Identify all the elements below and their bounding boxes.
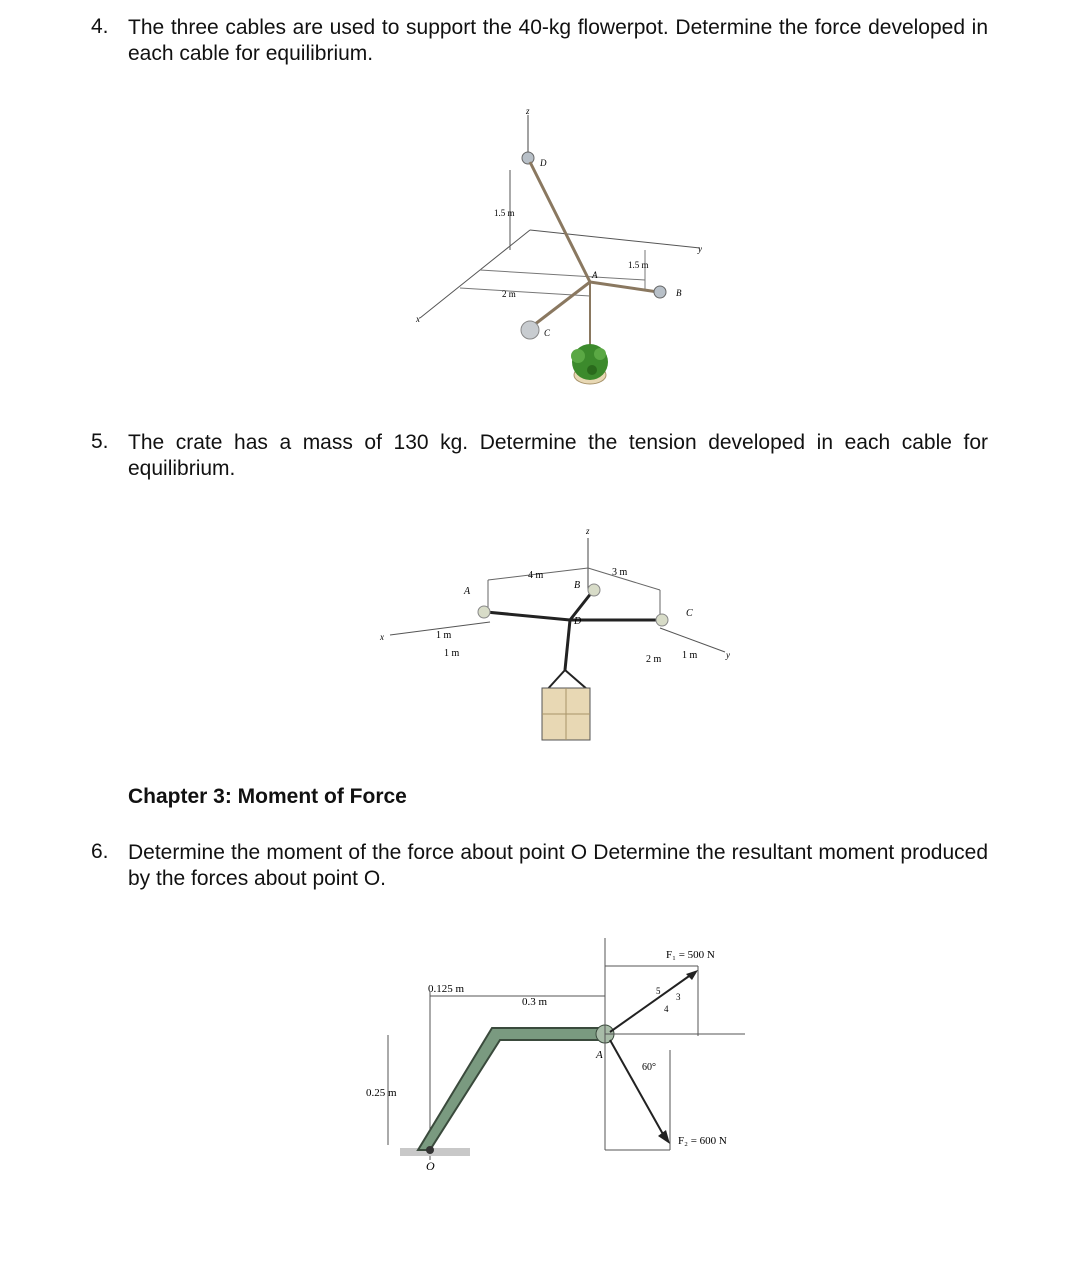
crate-figure [360, 520, 760, 755]
support-a [478, 606, 490, 618]
support-b [588, 584, 600, 596]
support-c [656, 614, 668, 626]
x-axis-label: x [380, 632, 384, 642]
support-b [654, 286, 666, 298]
dim-3m-label: 3 m [612, 567, 628, 578]
dim-4m-label: 4 m [528, 570, 544, 581]
problem-text: The three cables are used to support the 40-kg flowerpot. Determine the force developed in each cable for equilibrium. [128, 16, 988, 65]
chapter-heading: Chapter 3: Moment of Force [128, 785, 407, 808]
dim-height-label: 1.5 m [494, 208, 515, 218]
point-a-label: A [464, 586, 471, 597]
problem-text: The crate has a mass of 130 kg. Determine the tension developed in each cable for equilibrium. [128, 431, 988, 480]
cable-ad [530, 162, 590, 282]
point-a-label: A [596, 1049, 603, 1061]
flowerpot-figure [400, 100, 740, 405]
dim-ab-label: 1.5 m [628, 260, 649, 270]
point-b-label: B [676, 288, 682, 298]
point-b-label: B [574, 580, 581, 591]
point-d-label: D [574, 616, 582, 627]
dim-2m-label: 2 m [646, 654, 662, 665]
dim-03-label: 0.3 m [522, 996, 548, 1008]
force-f1-arrow [610, 974, 692, 1032]
problem-number: 6. [91, 840, 109, 863]
cable-crate [565, 620, 570, 670]
force-f2-arrow [610, 1040, 664, 1136]
bent-member [418, 1028, 605, 1150]
cable-ab [590, 282, 658, 292]
problem-text: Determine the moment of the force about point O Determine the resultant moment produced by the forces about point O. [128, 841, 988, 890]
x-axis-label: x [416, 314, 420, 324]
cable-ac [530, 282, 590, 328]
moment-figure [360, 930, 780, 1185]
point-o-label: O [426, 1159, 435, 1173]
dim-ac-label: 2 m [502, 289, 516, 299]
cable-da [486, 612, 570, 620]
slope-3: 3 [676, 992, 681, 1002]
point-c-label: C [544, 328, 551, 338]
f1-label: F₁ = 500 N [666, 949, 715, 961]
ground [400, 1148, 470, 1156]
point-c-label: C [686, 608, 693, 619]
dim-1m-a-label: 1 m [436, 630, 452, 641]
slope-5: 5 [656, 986, 661, 996]
support-c [521, 321, 539, 339]
y-axis-label: y [726, 650, 730, 660]
point-a-label: A [592, 270, 598, 280]
y-axis-label: y [698, 244, 702, 254]
dim-1m-c-label: 1 m [682, 650, 698, 661]
pulley-d [522, 152, 534, 164]
z-axis-label: z [526, 106, 530, 116]
slope-4: 4 [664, 1004, 669, 1014]
point-d-label: D [540, 158, 547, 168]
problem-number: 4. [91, 15, 109, 38]
problem-number: 5. [91, 430, 109, 453]
dim-1m-b-label: 1 m [444, 648, 460, 659]
dim-025-label: 0.25 m [366, 1087, 397, 1099]
z-axis-label: z [586, 526, 590, 536]
dim-0125-label: 0.125 m [428, 983, 465, 995]
angle-label: 60° [642, 1062, 656, 1073]
f2-label: F₂ = 600 N [678, 1135, 727, 1147]
